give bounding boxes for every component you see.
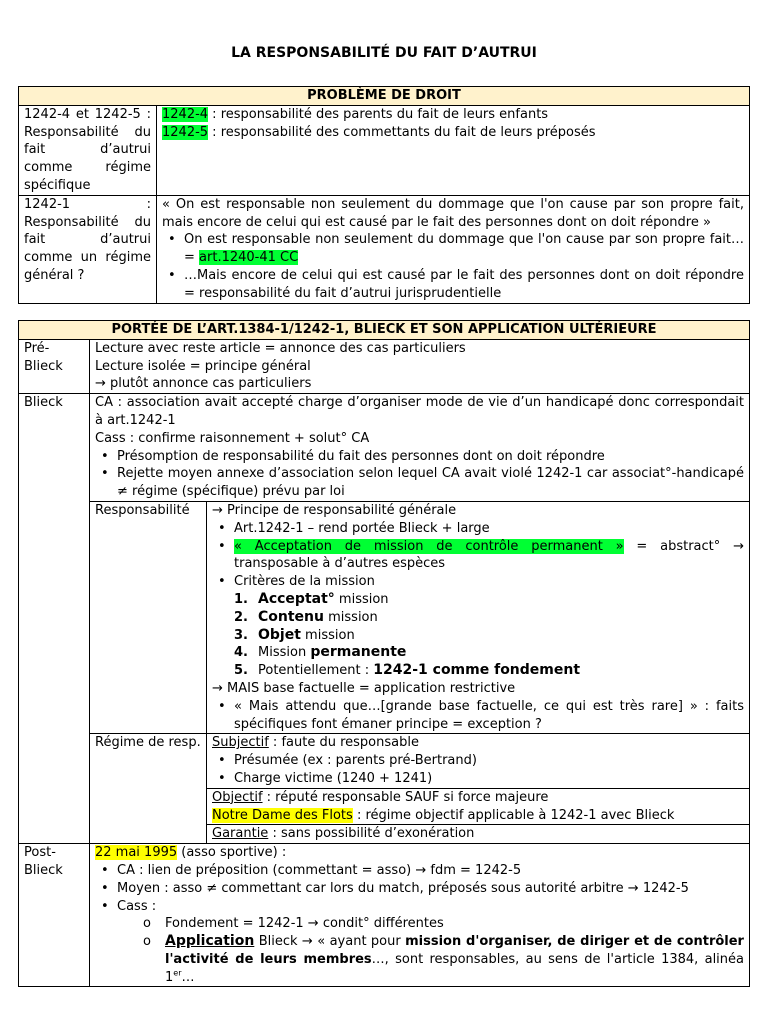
list-item: • Rejette moyen annexe d’association selon lequel CA avait violé 1242-1 car associat°-handicapé ≠ régime (spécifique) prévu par loi <box>117 465 744 501</box>
code-1242-4: 1242-4 <box>162 106 209 122</box>
probleme-de-droit-table <box>18 86 750 304</box>
row-general-label: 1242-1 : Responsabilité du fait d’autrui comme un régime général ? <box>19 195 157 303</box>
arrow-icon: → <box>627 880 639 896</box>
regime-objectif: Objectif : réputé responsable SAUF si force majeure Notre Dame des Flots : régime objectif applicable à 1242-1 avec Blieck Garantie : sans possibilité d’exonération <box>207 788 750 843</box>
portee-table <box>18 320 750 987</box>
list-item: • Cass : o Fondement = 1242-1 → condit° différentes o Application Blieck → « ayant pour mission d'organiser, de diriger et de contrôler l'activité de leurs membres…, sont responsables, au sens de l'article 1384, alinéa 1er… <box>117 898 744 987</box>
list-item: • Moyen : asso ≠ commettant car lors du match, préposés sous autorité arbitre → 1242-5 <box>117 880 744 898</box>
list-item: • Présomption de responsabilité du fait des personnes dont on doit répondre <box>117 448 744 466</box>
arrow-icon: → <box>733 538 745 554</box>
criteria-item: 4. Mission permanente <box>234 644 407 661</box>
arrow-icon: → <box>212 680 223 696</box>
pre-blieck-content: Lecture avec reste article = annonce des cas particuliers Lecture isolée = principe général → plutôt annonce cas particuliers <box>90 339 750 393</box>
sub-list-item: o Application Blieck → « ayant pour mission d'organiser, de diriger et de contrôler l'activité de leurs membres…, sont responsables, au sens de l'article 1384, alinéa 1er… <box>165 933 744 986</box>
post-blieck-content: 22 mai 1995 (asso sportive) : • CA : lien de préposition (commettant = asso) → fdm = 1242-5 • Moyen : asso ≠ commettant car lors du match, préposés sous autorité arbitre → 1242-5 • Cass : o Fondement = 1242-1 → condit° différentes o Application Blieck → « ayant pour mission d'organiser, de diriger et de contrôler l'activité de leurs membres…, sont responsables, au sens de l'article 1384, alinéa 1er… <box>90 844 750 987</box>
code-1242-5: 1242-5 <box>162 124 209 140</box>
post-blieck-label: Post-Blieck <box>19 844 90 987</box>
regime-subjectif: Subjectif : faute du responsable • Présumée (ex : parents pré-Bertrand) • Charge victime (1240 + 1241) <box>207 734 750 788</box>
art-1240-highlight: art.1240-41 CC <box>199 250 299 266</box>
arrow-icon: → <box>95 376 106 392</box>
list-item: • « Mais attendu que…[grande base factuelle, ce qui est très rare] » : faits spécifiques font émaner principe = exception ? <box>234 698 744 734</box>
list-item: • Art.1242-1 – rend portée Blieck + large <box>234 520 744 538</box>
list-item: • …Mais encore de celui qui est causé par le fait des personnes dont on doit répondre = responsabilité du fait d’autrui jurisprudentielle <box>184 267 744 303</box>
mission-highlight: « Acceptation de mission de contrôle permanent » <box>234 538 624 554</box>
criteria-item: 2. Contenu mission <box>234 608 378 625</box>
arrow-icon: → <box>415 862 427 878</box>
responsabilite-content: → Principe de responsabilité générale • Art.1242-1 – rend portée Blieck + large • « Acceptation de mission de contrôle permanent » = abstract° → transposable à d’autres espèces • Critères de la mission 1. Acceptat° mission 2. Contenu mission 3. Objet mission 4. Mission permanente 5. Potentiellement : 1242-1 comme fondement → MAIS base factuelle = application restrictive • « Mais attendu que…[grande base factuelle, ce qui est très rare] » : faits spécifiques font émaner principe = exception ? <box>207 501 750 733</box>
list-item: • Présumée (ex : parents pré-Bertrand) <box>234 752 744 770</box>
arrow-icon: → <box>301 934 313 950</box>
row-general-content <box>157 195 750 303</box>
date-highlight: 22 mai 1995 <box>95 845 178 861</box>
table2-header: PORTÉE DE L’ART.1384-1/1242-1, BLIECK ET SON APPLICATION ULTÉRIEURE <box>19 321 750 340</box>
responsabilite-label: Responsabilité <box>90 501 207 733</box>
list-item: • Critères de la mission 1. Acceptat° mission 2. Contenu mission 3. Objet mission 4. Mission permanente 5. Potentiellement : 1242-1 comme fondement <box>234 573 744 680</box>
criteria-item: 5. Potentiellement : 1242-1 comme fondement <box>234 662 581 679</box>
article-quote: « On est responsable non seulement du dommage que l'on cause par son propre fait, mais encore de celui qui est causé par le fait des personnes dont on doit répondre » <box>162 196 744 230</box>
arrow-icon: → <box>212 502 223 518</box>
list-item: • Charge victime (1240 + 1241) <box>234 770 744 788</box>
pre-blieck-label: Pré-Blieck <box>19 339 90 393</box>
row-specific-content: 1242-4 : responsabilité des parents du fait de leurs enfants 1242-5 : responsabilité des commettants du fait de leurs préposés <box>157 105 750 195</box>
list-item: • « Acceptation de mission de contrôle permanent » = abstract° → transposable à d’autres espèces <box>234 538 744 574</box>
notre-dame-highlight: Notre Dame des Flots <box>212 807 353 823</box>
criteria-item: 3. Objet mission <box>234 626 355 643</box>
list-item: • On est responsable non seulement du dommage que l'on cause par son propre fait… = art.1240-41 CC <box>184 231 744 267</box>
row-specific-label: 1242-4 et 1242-5 : Responsabilité du fait d’autrui comme régime spécifique <box>19 105 157 195</box>
regime-label: Régime de resp. <box>90 734 207 844</box>
criteria-item: 1. Acceptat° mission <box>234 590 389 607</box>
document-title: LA RESPONSABILITÉ DU FAIT D’AUTRUI <box>231 45 537 61</box>
table1-header: PROBLÈME DE DROIT <box>19 87 750 106</box>
blieck-label: Blieck <box>19 394 90 844</box>
arrow-icon: → <box>307 916 319 932</box>
list-item: • CA : lien de préposition (commettant = asso) → fdm = 1242-5 <box>117 862 744 880</box>
blieck-content: CA : association avait accepté charge d’organiser mode de vie d’un handicapé donc correspondait à art.1242-1 Cass : confirme raisonnement + solut° CA • Présomption de responsabilité du fait des personnes dont on doit répondre • Rejette moyen annexe d’association selon lequel CA avait violé 1242-1 car associat°-handicapé ≠ régime (spécifique) prévu par loi <box>90 394 750 502</box>
sub-list-item: o Fondement = 1242-1 → condit° différentes <box>165 915 744 933</box>
